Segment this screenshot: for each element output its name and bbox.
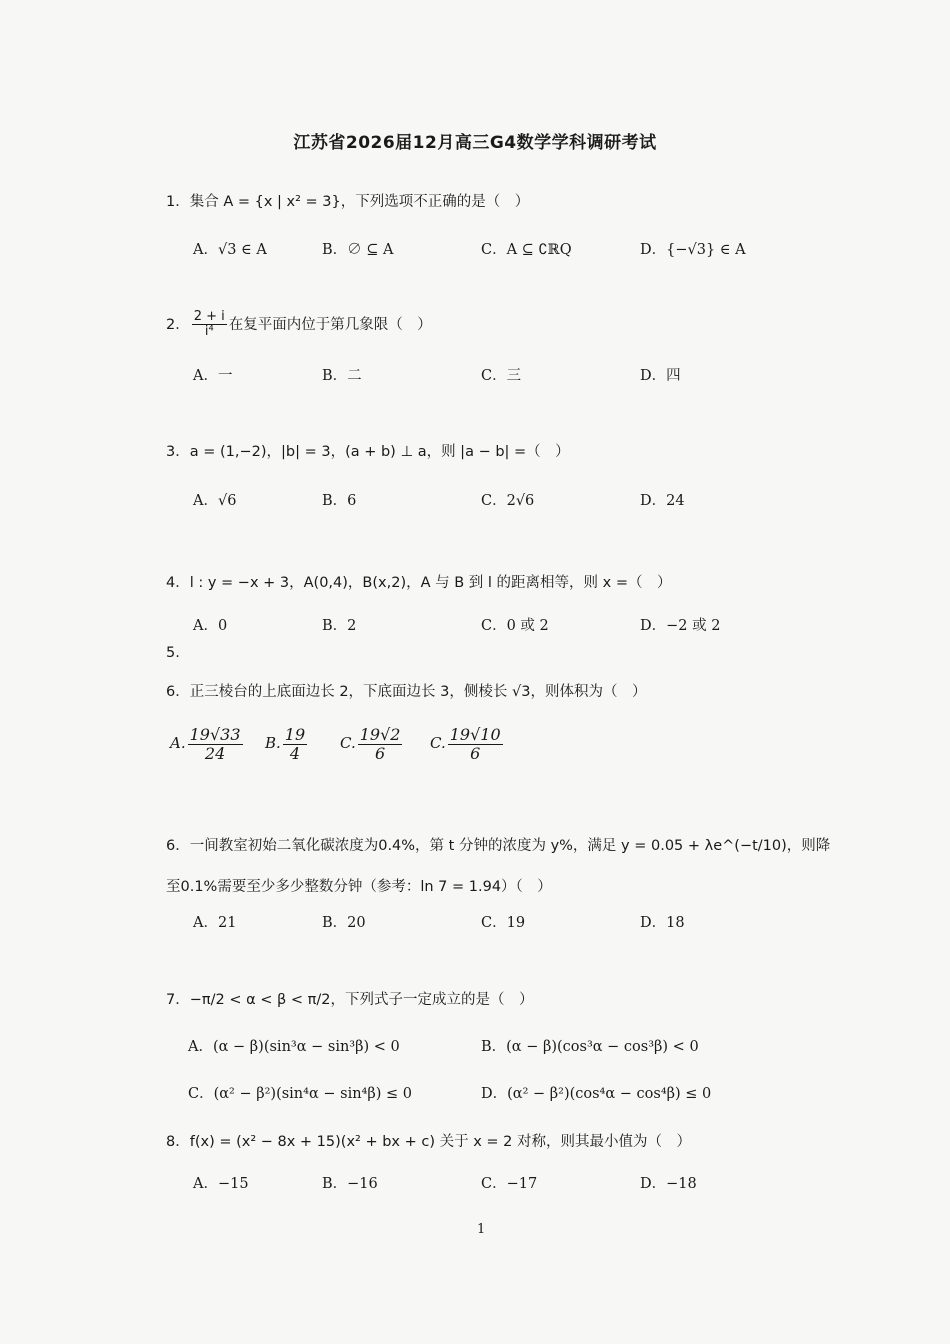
question-2-option-c: C．三	[481, 368, 522, 384]
question-6-option-a-den: 24	[204, 743, 226, 763]
question-4-option-a: A．0	[193, 618, 228, 634]
question-5-stem: 5.	[166, 645, 180, 661]
question-1-option-c: C．A ⊆ ∁ℝQ	[481, 242, 572, 258]
question-6-option-a-fraction	[188, 726, 243, 762]
question-7-option-d: D．(α² − β²)(cos⁴α − cos⁴β) ≤ 0	[481, 1086, 712, 1102]
question-6-option-d-label: C.	[430, 734, 446, 753]
question-6-option-a	[170, 726, 245, 762]
question-6-option-c-num: 19√2	[359, 725, 401, 744]
question-1-option-d: D．{−√3} ∈ A	[640, 242, 746, 258]
question-3-option-a: A．√6	[193, 493, 237, 509]
question-1-option-b: B．∅ ⊆ A	[322, 242, 394, 258]
question-4-stem: 4．l : y = −x + 3，A(0,4)，B(x,2)，A 与 B 到 l 的距离相等，则 x =（ ）	[166, 575, 672, 591]
question-6-option-a-label: A.	[170, 734, 186, 753]
question-6-option-d-fraction	[448, 726, 503, 762]
question-6-stem: 6．正三棱台的上底面边长 2，下底面边长 3，侧棱长 √3，则体积为（ ）	[166, 684, 647, 700]
question-6-option-b-label: B.	[265, 734, 281, 753]
question-4-option-c: C．0 或 2	[481, 618, 549, 634]
question-6-option-c-fraction	[358, 726, 403, 762]
question-6-option-d-num: 19√10	[449, 725, 501, 744]
question-3-option-c: C．2√6	[481, 493, 535, 509]
question-6-option-c	[340, 726, 404, 762]
question-6-option-a-num: 19√33	[189, 725, 241, 744]
question-2-fraction	[192, 310, 227, 340]
question-2-stem	[166, 310, 432, 340]
question-3-option-b: B．6	[322, 493, 357, 509]
question-6b-option-a: A．21	[193, 915, 237, 931]
question-2-suffix: 在复平面内位于第几象限（ ）	[228, 316, 432, 333]
question-6-option-b	[265, 726, 309, 762]
exam-title: 江苏省2026届12月高三G4数学学科调研考试	[293, 133, 657, 153]
question-6b-option-d: D．18	[640, 915, 685, 931]
question-6-option-b-den: 4	[289, 743, 301, 763]
question-2-option-d: D．四	[640, 368, 681, 384]
question-8-option-d: D．−18	[640, 1176, 697, 1192]
question-7-option-b: B．(α − β)(cos³α − cos³β) < 0	[481, 1039, 699, 1055]
question-1-option-a: A．√3 ∈ A	[193, 242, 267, 258]
question-2-fraction-den: i⁴	[204, 324, 214, 340]
question-7-stem: 7．−π/2 < α < β < π/2，下列式子一定成立的是（ ）	[166, 992, 534, 1008]
question-6b-stem-line1: 6．一间教室初始二氧化碳浓度为0.4%，第 t 分钟的浓度为 y%，满足 y = 0.05 + λe^(−t/10)，则降	[166, 838, 831, 854]
question-6-option-b-fraction	[283, 726, 307, 762]
question-6b-option-c: C．19	[481, 915, 526, 931]
question-2-option-a: A．一	[193, 368, 233, 384]
question-8-option-b: B．−16	[322, 1176, 378, 1192]
question-2-option-b: B．二	[322, 368, 362, 384]
question-6-option-d	[430, 726, 505, 762]
question-3-stem: 3．a = (1,−2)，|b| = 3，(a + b) ⊥ a，则 |a − b| =（ ）	[166, 444, 570, 460]
question-6-option-b-num: 19	[284, 725, 306, 744]
question-8-option-c: C．−17	[481, 1176, 538, 1192]
question-1-stem: 1．集合 A = {x | x² = 3}，下列选项不正确的是（ ）	[166, 194, 530, 210]
question-8-stem: 8．f(x) = (x² − 8x + 15)(x² + bx + c) 关于 x = 2 对称，则其最小值为（ ）	[166, 1134, 691, 1150]
question-3-option-d: D．24	[640, 493, 685, 509]
question-4-option-d: D．−2 或 2	[640, 618, 721, 634]
question-6-option-d-den: 6	[470, 743, 481, 763]
question-7-option-a: A．(α − β)(sin³α − sin³β) < 0	[188, 1039, 400, 1055]
question-8-option-a: A．−15	[193, 1176, 249, 1192]
question-4-option-b: B．2	[322, 618, 357, 634]
question-2-fraction-num: 2 + i	[193, 309, 225, 324]
question-6-option-c-den: 6	[374, 743, 386, 763]
page-number: 1	[477, 1222, 486, 1237]
question-2-prefix: 2．	[166, 316, 190, 333]
question-6-option-c-label: C.	[340, 734, 356, 753]
question-7-option-c: C．(α² − β²)(sin⁴α − sin⁴β) ≤ 0	[188, 1086, 412, 1102]
question-6b-stem-line2: 至0.1%需要至少多少整数分钟（参考：ln 7 = 1.94）（ ）	[166, 879, 552, 895]
question-6b-option-b: B．20	[322, 915, 366, 931]
